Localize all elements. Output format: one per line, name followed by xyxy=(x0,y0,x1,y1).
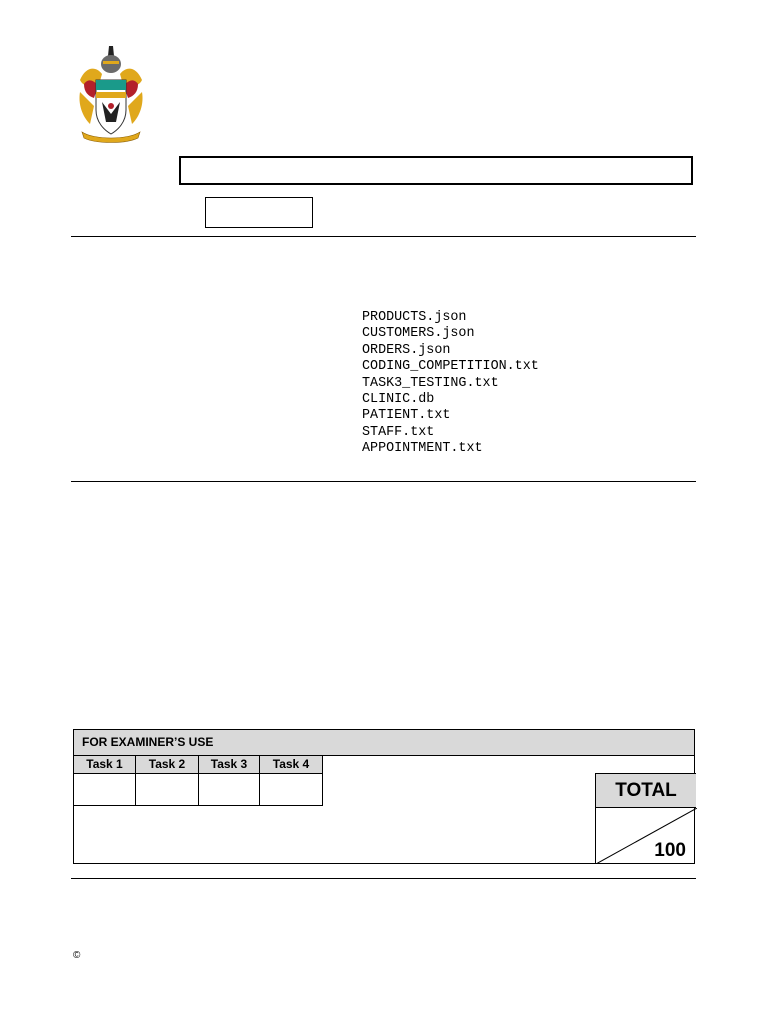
task-score-cell[interactable] xyxy=(74,774,136,806)
task-score-cell[interactable] xyxy=(136,774,199,806)
file-item: TASK3_TESTING.txt xyxy=(362,375,499,391)
task-marks-grid xyxy=(74,756,323,806)
divider-rule xyxy=(71,236,696,237)
examiner-use-table xyxy=(73,729,695,864)
task-score-cell[interactable] xyxy=(260,774,323,806)
file-item: ORDERS.json xyxy=(362,342,451,358)
file-item: PRODUCTS.json xyxy=(362,310,467,325)
total-label: TOTAL xyxy=(595,773,696,808)
name-field[interactable] xyxy=(179,156,693,185)
task-label: Task 3 xyxy=(199,756,260,774)
file-list xyxy=(362,310,539,458)
university-coat-of-arms-icon xyxy=(76,44,146,144)
copyright-notice: © xyxy=(73,950,81,961)
task-score-cell[interactable] xyxy=(199,774,260,806)
task-label: Task 2 xyxy=(136,756,199,774)
total-max-marks: 100 xyxy=(654,840,686,861)
total-score-cell[interactable] xyxy=(595,808,696,864)
crest-logo xyxy=(76,44,146,144)
examiner-use-heading: FOR EXAMINER’S USE xyxy=(74,730,694,756)
file-item: STAFF.txt xyxy=(362,424,435,440)
divider-rule xyxy=(71,481,696,482)
file-item: CODING_COMPETITION.txt xyxy=(362,359,539,375)
task-label: Task 4 xyxy=(260,756,323,774)
index-number-field[interactable] xyxy=(205,197,313,228)
file-item: PATIENT.txt xyxy=(362,408,451,424)
task-label: Task 1 xyxy=(74,756,136,774)
file-item: CLINIC.db xyxy=(362,392,435,408)
file-item: CUSTOMERS.json xyxy=(362,326,475,342)
file-item: APPOINTMENT.txt xyxy=(362,441,483,457)
divider-rule xyxy=(71,878,696,879)
